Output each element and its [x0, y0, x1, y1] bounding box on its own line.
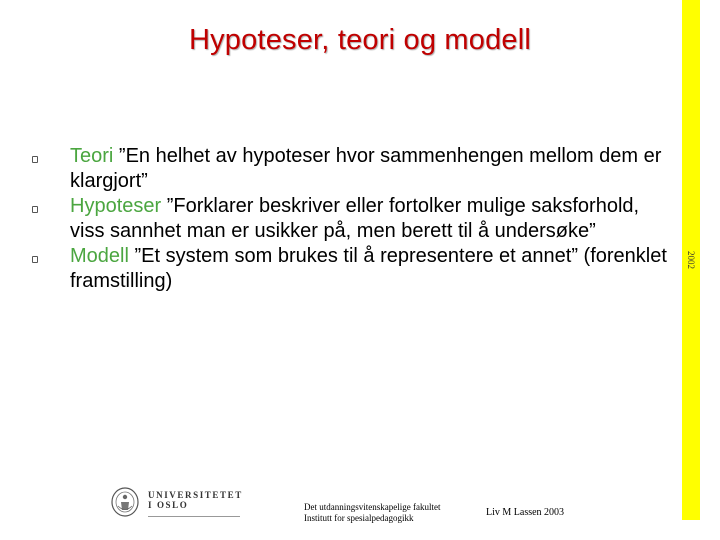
bullet-item-teori [30, 144, 670, 194]
logo-text [148, 490, 243, 510]
bullet-list [30, 144, 670, 294]
bullet-text: ”En helhet av hypoteser hvor sammenhengen mellom dem er klargjort” [70, 145, 662, 192]
bullet-item-modell [30, 244, 670, 294]
footer-faculty: Det utdanningsvitenskapelige fakultet [304, 502, 441, 512]
side-bar [682, 0, 700, 520]
bullet-marker-icon [32, 206, 38, 213]
side-bar-label: 2002 [686, 251, 696, 269]
logo-line2: I OSLO [148, 500, 189, 510]
slide-title: Hypoteser, teori og modell [188, 24, 532, 56]
footer-institution [304, 502, 440, 524]
university-seal-icon [110, 486, 140, 518]
bullet-text: ”Et system som brukes til å representere et annet” (forenklet framstilling) [70, 245, 667, 292]
logo-line1: UNIVERSITETET [148, 490, 243, 500]
bullet-marker-icon [32, 156, 38, 163]
logo-underline [148, 516, 240, 517]
footer-institute: Institutt for spesialpedagogikk [304, 513, 414, 523]
bullet-marker-icon [32, 256, 38, 263]
bullet-term: Modell [70, 245, 129, 267]
bullet-term: Teori [70, 145, 114, 167]
footer-author: Liv M Lassen 2003 [486, 507, 565, 518]
bullet-text: ”Forklarer beskriver eller fortolker mulige saksforhold, viss sannhet man er usikker på, men berett til å undersøke” [70, 195, 640, 242]
university-logo [110, 486, 243, 520]
bullet-item-hypoteser [30, 194, 670, 244]
bullet-term: Hypoteser [70, 195, 162, 217]
